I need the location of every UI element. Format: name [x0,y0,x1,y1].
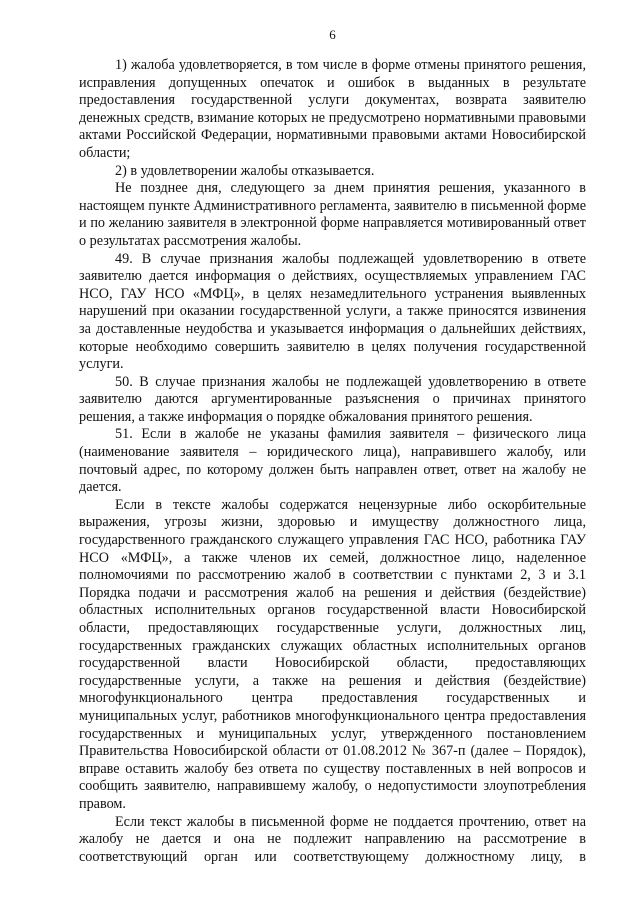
paragraph-3: Не позднее дня, следующего за днем принятия решения, указанного в настоящем пункте Административного регламента, заявителю в письменной форме и по желанию заявителя в электронной форме направляется мотивированный ответ о результатах рассмотрения жалобы. [79,180,586,249]
paragraph-clause-49: 49. В случае признания жалобы подлежащей удовлетворению в ответе заявителю дается информация о действиях, осуществляемых управлением ГАС НСО, ГАУ НСО «МФЦ», в целях незамедлительного устранения выявленных нарушений при оказании государственной услуги, а также приносятся извинения за доставленные неудобства и указывается информация о дальнейших действиях, которые необходимо совершить заявителю в целях получения государственной услуги. [79,250,586,373]
paragraph-clause-51: 51. Если в жалобе не указаны фамилия заявителя – физического лица (наименование заявителя – юридического лица), направившего жалобу, или почтовый адрес, по которому должен быть направлен ответ, ответ на жалобу не дается. [79,426,586,496]
paragraph-2: 2) в удовлетворении жалобы отказывается. [115,162,375,179]
paragraph-1: 1) жалоба удовлетворяется, в том числе в форме отмены принятого решения, исправления допущенных опечаток и ошибок в выданных в результате предоставления государственной услуги документах, возврата заявителю денежных средств, взимание которых не предусмотрено нормативными правовыми актами Российской Федерации, нормативными правовыми актами Новосибирской области; [79,57,586,161]
paragraph-offensive-content: Если в тексте жалобы содержатся нецензурные либо оскорбительные выражения, угрозы жизни, здоровью и имуществу должностного лица, государственного гражданского служащего управления ГАС НСО, работника ГАУ НСО «МФЦ», а также членов их семей, должностное лицо, наделенное полномочиями по рассмотрению жалоб в соответствии с пунктами 2, 3 и 3.1 Порядка подачи и рассмотрения жалоб на решения и действия (бездействие) областных исполнительных органов государственной власти Новосибирской области, предоставляющих государственные услуги, должностных лиц, государственных гражданских служащих областных исполнительных органов государственной власти Новосибирской области, предоставляющих государственные услуги, а также на решения и действия (бездействие) многофункционального центра предоставления государственных и муниципальных услуг, работников многофункционального центра предоставления государственных и муниципальных услуг, утвержденного постановлением Правительства Новосибирской области от 01.08.2012 № 367-п (далее – Порядок), вправе оставить жалобу без ответа по существу поставленных в ней вопросов и сообщить заявителю, направившему жалобу, о недопустимости злоупотребления правом. [79,496,586,812]
paragraph-clause-50: 50. В случае признания жалобы не подлежащей удовлетворению в ответе заявителю даются аргументированные разъяснения о причинах принятого решения, а также информация о порядке обжалования принятого решения. [79,373,586,425]
page-number: 6 [329,27,336,42]
paragraph-unreadable-text: Если текст жалобы в письменной форме не поддается прочтению, ответ на жалобу не дается и она не подлежит направлению на рассмотрение в соответствующий орган или соответствующему должностному лицу, в [79,813,586,865]
